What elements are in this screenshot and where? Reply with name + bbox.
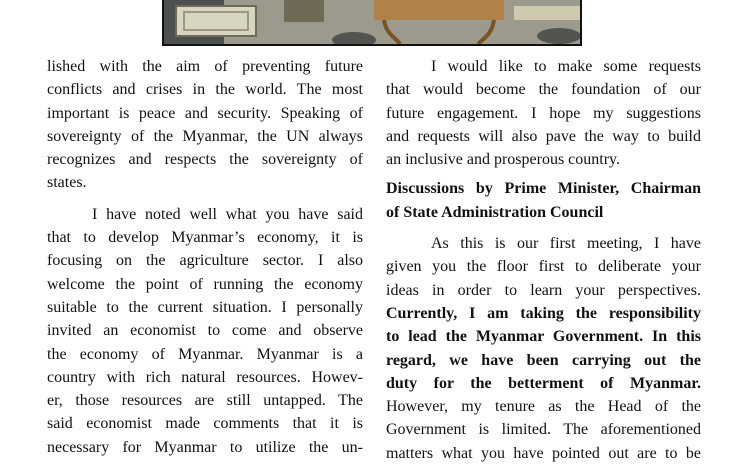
meeting-room-photo-icon bbox=[164, 0, 582, 46]
paragraph-prime-minister: As this is our first meeting, I have given you the floor first to deliberate your ideas in order to learn your perspectives. Currently, I am taking the responsibility to lead the Myanmar Government. In this regard, we have been carrying out the duty for the betterment of Myanmar. However, my tenure as the Head of the Government is limited. The aforementioned matters what you have pointed out are to be bbox=[386, 235, 701, 462]
left-column bbox=[47, 55, 363, 459]
paragraph-un-sovereignty: lished with the aim of preventing future conflicts and crises in the world. The most important is peace and security. Speaking of sovereignty of the Myanmar, the UN always recognizes and respects the sovereignty of states. bbox=[47, 58, 363, 192]
meeting-photo bbox=[162, 0, 582, 46]
section-heading: Discussions by Prime Minister, Chairman of State Administration Council bbox=[386, 180, 701, 221]
paragraph-economy: I have noted well what you have said that to develop Myanmar’s economy, it is focusing on the agriculture sector. I also welcome the point of running the economy suitable to the current situation. I personally invited an economist to come and observe the economy of Myanmar. Myanmar is a country with rich natural resources. Howev- er, those resources are still untapped. The said economist made comments that it is necessary for Myanmar to utilize the un- bbox=[47, 205, 363, 456]
paragraph-requests: I would like to make some requests that would become the foundation of our future engagement. I hope my suggestions and requests will also pave the way to build an inclusive and prosperous country. bbox=[386, 58, 701, 169]
right-column bbox=[386, 55, 701, 465]
